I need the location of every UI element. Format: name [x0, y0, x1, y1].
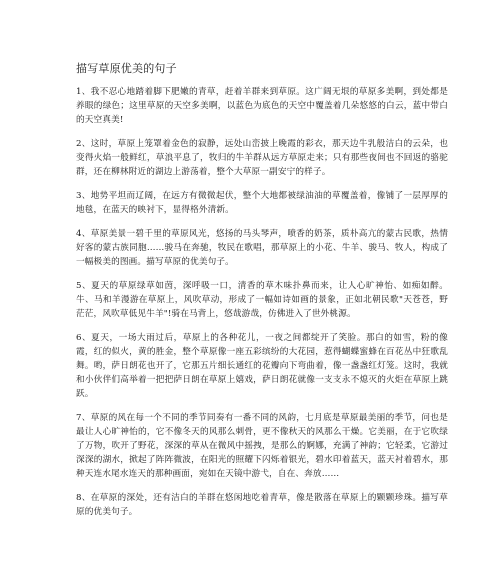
paragraph-7: 7、草原的风在每一个不同的季节同奏有一番不同的风韵，七月底是草原最美丽的季节，问也是最让人心旷神怡的，它不像冬天的风那么刺骨，更不像秋天的风那么干燥。它美丽，在于它吹绿了万物，吹开了野花，深深的草从在微风中摇拽，是那么的婀娜，充满了神韵；它轻柔，它游过深深的湖水，掀起了阵阵微波，在阳光的照耀下闪烁着银光，碧水印着蓝天，蓝天衬着碧水，那种天连水尾水连天的那种画面，宛如在天镜中游弋，自在、奔放……: [76, 413, 448, 480]
paragraph-1: 1、我不忍心地踏着脚下肥嫩的青草，赶着羊群来到草原。这广阔无垠的草原多美啊，到处都是养眼的绿色；这里草原的天空多美啊，以蓝色为底色的天空中覆盖着几朵悠悠的白云，蓝中带白的天空真美!: [76, 87, 448, 125]
document-title: 描写草原优美的句子: [76, 62, 177, 75]
paragraph-2: 2、这时，草原上笼罩着金色的寂静，远处山峦披上晚霞的彩衣，那天边牛乳般洁白的云朵，也变得火焰一般鲜红，草浪平息了，牧归的牛羊群从远方草原走来；只有那些夜间也不回返的骆驼群，还在柳林附近的湖边上游荡着，整个大草原一副安宁的样子。: [76, 139, 448, 177]
paragraph-8: 8、在草原的深处，还有洁白的羊群在悠闲地吃着青草，像是散落在草原上的颗颗珍珠。描写草原的优美句子。: [76, 493, 448, 518]
paragraph-4: 4、草原美景一碧千里的草原风光，悠扬的马头琴声，喷香的奶茶，质朴高亢的蒙古民歌，热情好客的蒙古族同胞……骏马在奔驰，牧民在歌唱，那草原上的小花、牛羊、骏马、牧人，构成了一幅极美的图画。描写草原的优美句子。: [76, 229, 448, 268]
paragraph-3: 3、地势平坦而辽阔，在远方有微微起伏，整个大地都被绿油油的草覆盖着，像铺了一层厚厚的地毯，在蓝天的映衬下，显得格外清新。: [76, 191, 448, 216]
paragraph-6: 6、夏天，一场大雨过后，草原上的各种花儿，一夜之间都绽开了笑脸。那白的如雪，粉的像霞，红的似火，黄的胜金，整个草原像一座五彩缤纷的大花园，惹得蝴蝶蜜蜂在百花丛中狂歌乱舞。哟，萨日朗花也开了，它那五片细长通红的花瓣向下弯曲着，像一盏盏红灯笼。这时，我就和小伙伴们高举着一把把萨日朗在草原上嬉戏，萨日朗花就像一支支永不熄灭的火炬在草原上跳跃。: [76, 333, 448, 400]
paragraph-5: 5、夏天的草原绿草如茵，深呼吸一口，清香的草木味扑鼻而来，让人心旷神怡、如痴如醉。牛、马和羊漫游在草原上，风吹草动，形成了一幅如诗如画的景象，正如北朝民歌"天苍苍，野茫茫，风吹草低见牛羊"!骑在马背上，悠哉游哉，仿佛进入了世外桃源。: [76, 281, 448, 320]
